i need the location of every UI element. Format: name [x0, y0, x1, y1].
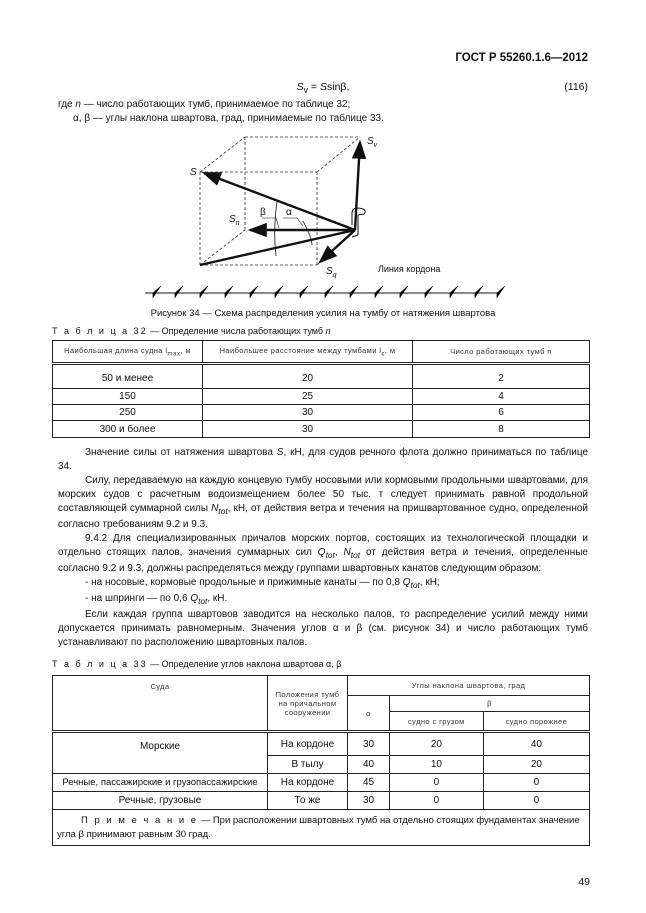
t: — число работающих тумб, принимаемое по таблице 32;	[80, 99, 351, 110]
cell: 8	[413, 421, 590, 438]
label-sn	[229, 214, 240, 227]
header-position: Положения тумб на причальном сооружении	[268, 676, 348, 732]
table-note	[53, 810, 590, 846]
t: n	[75, 99, 81, 110]
t: — Определение числа работающих тумб	[147, 326, 326, 336]
cell: На кордоне	[268, 774, 348, 792]
label-sq	[326, 266, 337, 279]
table-row	[53, 792, 590, 810]
formula-rest: sinβ,	[326, 81, 350, 93]
cell: 30	[203, 405, 413, 421]
cell: 30	[203, 421, 413, 438]
t: S	[367, 136, 374, 147]
table-row	[53, 732, 590, 756]
cell: 50 и менее	[53, 370, 203, 389]
document-header: ГОСТ Р 55260.1.6—2012	[455, 52, 588, 64]
label-sv	[367, 136, 378, 149]
list-item: - на носовые, кормовые продольные и прижимные канаты — по 0,8 $Q_{tot}$, кН;	[85, 577, 440, 590]
t: S	[326, 266, 333, 277]
figure-34-diagram	[0, 125, 646, 305]
where-line-2: α, β — углы наклона швартова, град, принимаемые по таблице 33.	[73, 113, 384, 124]
cell: То же	[268, 792, 348, 810]
cell: Речные, грузовые	[53, 792, 268, 810]
header-alpha: α	[348, 696, 390, 732]
cell: 40	[483, 732, 589, 756]
cell: 30	[348, 792, 390, 810]
cell: 30	[348, 732, 390, 756]
label-beta: β	[260, 207, 266, 218]
header-ships: Суда	[53, 676, 268, 732]
formula-var: S	[296, 81, 304, 93]
t: q	[332, 272, 337, 279]
paragraph: 9.4.2 Для специализированных причалов морских портов, состоящих из технологической площадки и отдельно стоящих палов, значения суммарных сил $Q_{tot}$, $N_{tot}$ от действия ветра и течения, определенные согласно 9.2 и 9.3, должны распределяться между группами швартовных канатов следующим образом:	[58, 533, 588, 574]
table-row	[53, 774, 590, 792]
s-arrow	[204, 173, 355, 230]
cell: 20	[203, 370, 413, 389]
t: S	[229, 214, 236, 225]
cell: 0	[390, 792, 484, 810]
label-s: S	[190, 167, 197, 178]
t: где	[58, 99, 76, 110]
cell: 20	[390, 732, 484, 756]
cell: 0	[483, 792, 589, 810]
header-beta: β	[390, 696, 590, 712]
cell: 0	[483, 774, 589, 792]
header-distance	[203, 341, 413, 364]
t: — Определение углов наклона швартова α, β	[147, 659, 342, 669]
body-text	[52, 446, 588, 650]
cell: На кордоне	[268, 732, 348, 756]
cell: 10	[390, 756, 484, 774]
table-row	[53, 389, 590, 405]
table-row	[53, 405, 590, 421]
formula-eq: =	[308, 81, 320, 93]
label-kordon: Линия кордона	[378, 264, 441, 274]
cell: В тылу	[268, 756, 348, 774]
t: — При расположении швартовных тумб на отдельно стоящих фундаментах значение угла β принимают равным 30 град.	[57, 814, 580, 840]
table-row	[53, 421, 590, 438]
cell: 45	[348, 774, 390, 792]
projection-line	[200, 230, 355, 265]
formula-116	[0, 81, 646, 95]
t: , м	[180, 345, 191, 355]
list-item: - на шпринги — по 0,6 $Q_{tot}$, кН.	[85, 593, 228, 606]
t: Наибольшее расстояние между тумбами l	[219, 345, 382, 355]
cell: 2	[413, 370, 590, 389]
t: П р и м е ч а н и е	[81, 814, 199, 826]
header-length	[53, 341, 203, 364]
cell: 20	[483, 756, 589, 774]
header-loaded: судно с грузом	[390, 712, 484, 732]
cell: 300 и более	[53, 421, 203, 438]
angle-leaders	[262, 218, 303, 228]
header-angles: Углы наклона швартова, град	[348, 676, 590, 696]
label-alpha: α	[286, 207, 292, 218]
paragraph: Значение силы от натяжения швартова S, кН, для судов речного флота должно приниматься по таблице 34.	[58, 447, 589, 472]
t: , м	[384, 345, 396, 355]
cell: 40	[348, 756, 390, 774]
cell: 6	[413, 405, 590, 421]
formula-sub: v	[303, 85, 308, 96]
kordon-hatching	[153, 286, 505, 298]
table-33-title	[52, 658, 590, 670]
bollard-icon	[352, 208, 365, 237]
t: c	[381, 350, 385, 358]
cell: 4	[413, 389, 590, 405]
table-32-title	[52, 326, 331, 336]
table-row	[53, 370, 590, 389]
t: n	[325, 326, 331, 336]
cell: Речные, пассажирские и грузопассажирские	[53, 774, 268, 792]
paragraph: Если каждая группа швартовов заводится на несколько палов, то распределение усилий между ними допускается принимать равномерным. Значения углов α и β (см. рисунок 34) и число работающих тумб устанавливают по расположению швартовных палов.	[58, 609, 588, 648]
header-count: Число работающих тумб n	[413, 341, 590, 364]
paragraph: Силу, передаваемую на каждую концевую тумбу носовыми или кормовыми продольными швартовами, для морских судов с расчетным водоизмещением более 50 тыс. т следует принимать равной продольной составляющей суммарной силы $N_{tot}$, кН, от действия ветра и течения на пришвартованное судно, определенной согласно требованиям 9.2 и 9.3.	[58, 475, 588, 530]
figure-caption: Рисунок 34 — Схема распределения усилия на тумбу от натяжения швартова	[150, 308, 496, 319]
cell: Морские	[53, 732, 268, 774]
formula-var: S	[319, 81, 327, 93]
t: Т а б л и ц а 33	[52, 659, 148, 669]
page-number: 49	[578, 876, 590, 888]
where-line-1	[58, 99, 350, 110]
header-empty: судно порожнее	[483, 712, 589, 732]
equation-number: (116)	[564, 81, 588, 93]
cell: 25	[203, 389, 413, 405]
lower-content	[52, 446, 590, 888]
cell: 250	[53, 405, 203, 421]
table-33	[52, 675, 590, 846]
t: Т а б л и ц а 32	[52, 326, 148, 336]
table-32	[52, 340, 590, 438]
t: Наибольшая длина судна l	[64, 345, 168, 355]
t: v	[373, 142, 378, 149]
t: max	[167, 350, 181, 358]
cell: 0	[390, 774, 484, 792]
t: n	[235, 220, 240, 227]
cell: 150	[53, 389, 203, 405]
